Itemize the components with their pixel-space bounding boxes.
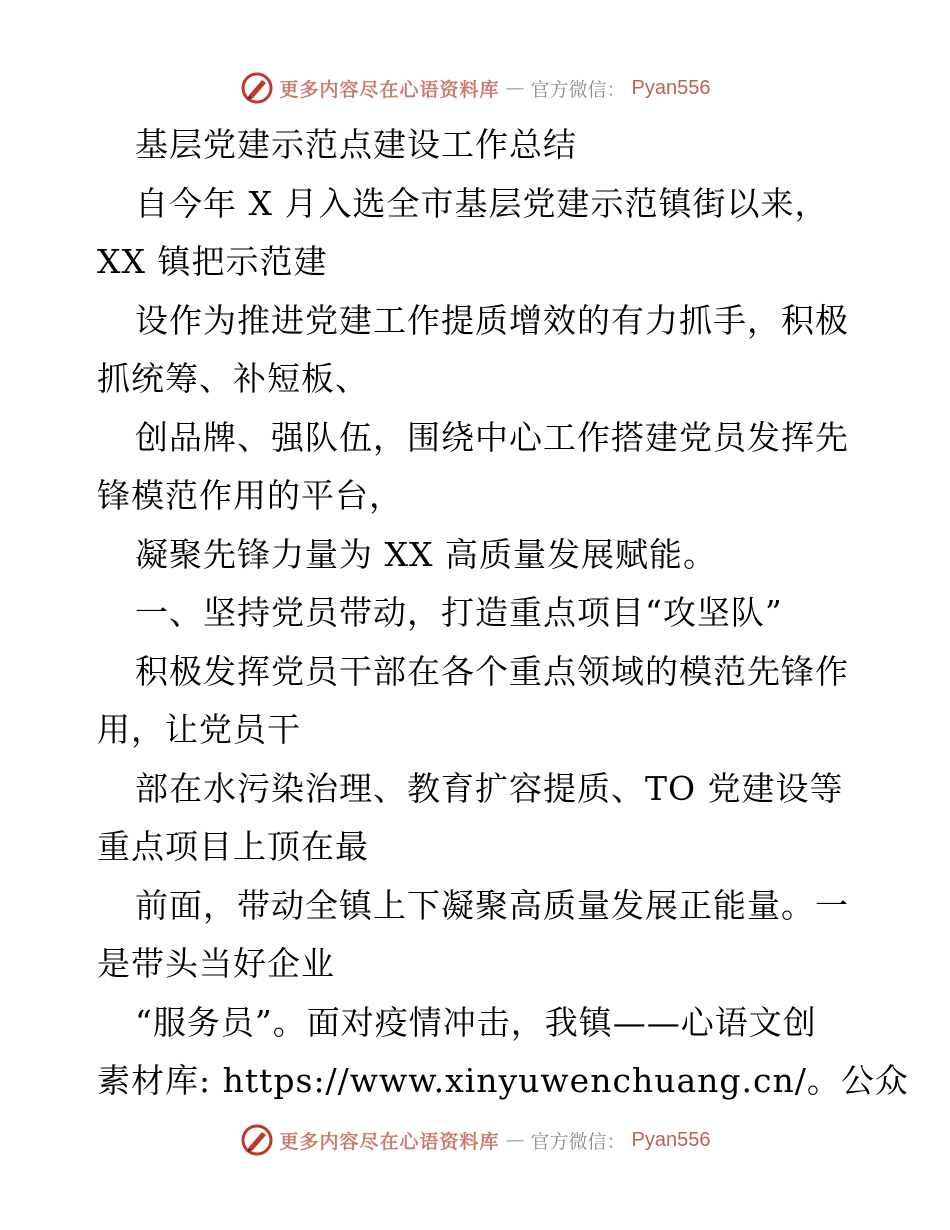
- document-line: 重点项目上顶在最: [97, 827, 369, 866]
- document-line: 素材库: https://www.xinyuwenchuang.cn/。公众: [97, 1061, 909, 1100]
- pen-logo-icon: [240, 1123, 274, 1157]
- document-line: 抓统筹、补短板、: [97, 359, 369, 398]
- banner-wechat-id: Pyan556: [631, 76, 711, 99]
- banner-wechat-label: 官方微信：: [530, 78, 626, 101]
- document-line: 部在水污染治理、教育扩容提质、TO 党建设等: [135, 768, 844, 808]
- footer-banner: [0, 1122, 950, 1158]
- banner-main-text: 更多内容尽在心语资料库: [279, 78, 500, 101]
- document-line: 凝聚先锋力量为 XX 高质量发展赋能。: [135, 534, 717, 574]
- document-line: XX 镇把示范建: [97, 242, 328, 281]
- document-line: 是带头当好企业: [97, 944, 335, 983]
- document-line: 锋模范作用的平台，: [97, 476, 403, 515]
- document-line: 前面，带动全镇上下凝聚高质量发展正能量。一: [135, 885, 849, 925]
- banner-separator: —: [505, 1129, 525, 1151]
- document-line: “服务员”。面对疫情冲击，我镇——心语文创: [135, 1002, 817, 1042]
- document-line: 积极发挥党员干部在各个重点领域的模范先锋作: [135, 651, 849, 691]
- document-body: [97, 116, 909, 1111]
- document-line: 自今年 X 月入选全市基层党建示范镇街以来，: [135, 183, 829, 223]
- document-line: 用，让党员干: [97, 710, 301, 749]
- banner-separator: —: [505, 77, 525, 99]
- banner-wechat-id: Pyan556: [631, 1128, 711, 1151]
- document-line: 基层党建示范点建设工作总结: [135, 125, 577, 164]
- document-line: 创品牌、强队伍，围绕中心工作搭建党员发挥先: [135, 417, 849, 457]
- banner-wechat-label: 官方微信：: [530, 1130, 626, 1153]
- document-line: 一、坚持党员带动，打造重点项目“攻坚队”: [135, 593, 783, 632]
- header-banner: [0, 70, 950, 106]
- banner-main-text: 更多内容尽在心语资料库: [279, 1130, 500, 1153]
- document-line: 设作为推进党建工作提质增效的有力抓手，积极: [135, 300, 849, 340]
- pen-logo-icon: [240, 71, 274, 105]
